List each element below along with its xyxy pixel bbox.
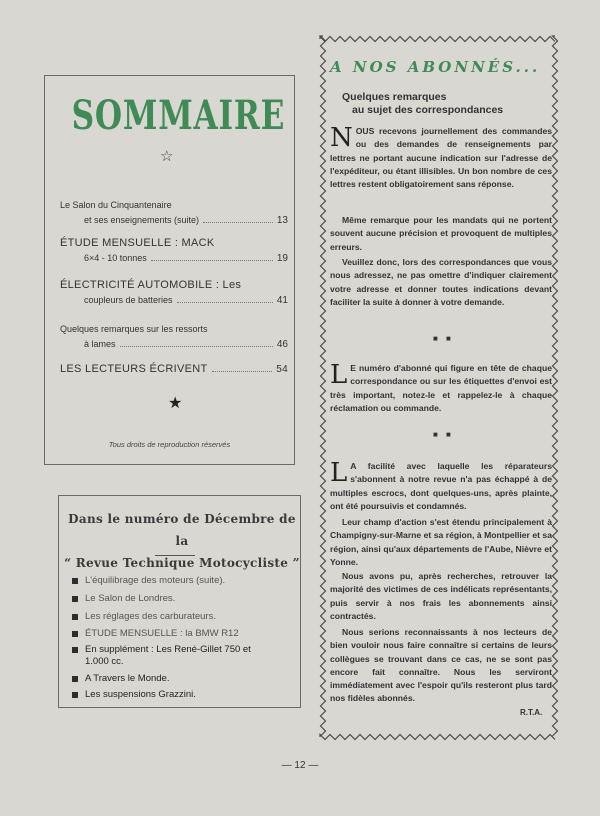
toc-entry: [60, 362, 288, 377]
star-outline-icon: ☆: [160, 148, 174, 165]
paragraph: Même remarque pour les mandats qui ne portent souvent aucune précision et provoquent de multiples erreurs.: [330, 215, 552, 252]
toc-entry-subtitle: à lames: [84, 339, 116, 349]
bullet-square-icon: [72, 692, 78, 698]
section-subtitle: Quelques remarques au sujet des correspondances: [342, 91, 504, 116]
toc-entry-title: LES LECTEURS ÉCRIVENT: [60, 363, 208, 375]
paragraph: NOUS recevons journellement des commandes ou des demandes de renseignements par lettres ne portant aucune indication sur l'adresse de l'expéditeur, ou étant illisibles. Un bon nombre de ces lettres restent obligatoirement sans réponse.: [330, 123, 552, 190]
list-item: L'équilibrage des moteurs (suite).: [72, 575, 294, 587]
bullet-square-icon: [72, 614, 78, 620]
page-number: — 12 —: [281, 760, 319, 771]
paragraph: L A facilité avec laquelle les réparateurs s'abonnent à notre revue n'a pas échappé à de multiples escrocs, dont quelques-uns, après plainte, ont été poursuivis et condamnés.: [330, 458, 552, 511]
toc-page-number: 41: [276, 295, 288, 306]
toc-entry-title: ÉTUDE MENSUELLE : MACK: [60, 237, 215, 249]
bullet-square-icon: [72, 578, 78, 584]
toc-entry: [60, 236, 288, 266]
star-filled-icon: ★: [168, 395, 183, 412]
list-item: ÉTUDE MENSUELLE : la BMW R12: [72, 628, 294, 640]
paragraph: Leur champ d'action s'est étendu principalement à Champigny-sur-Marne et sa région, à Montpellier et sa région, ainsi qu'aux départements de l'Aube, Nièvre et Yonne.: [330, 517, 552, 567]
list-item: Les suspensions Grazzini.: [72, 689, 294, 701]
revue-heading: [64, 508, 300, 574]
toc-entry: [60, 322, 288, 352]
toc-page-number: 54: [276, 364, 288, 375]
list-item: A Travers le Monde.: [72, 673, 294, 685]
toc-entry-title: Le Salon du Cinquantenaire: [60, 200, 172, 210]
toc-entry-title: ÉLECTRICITÉ AUTOMOBILE : Les: [60, 279, 242, 291]
signature: R.T.A.: [520, 708, 543, 717]
list-item: En supplément : Les René-Gillet 750 et 1.000 cc.: [72, 644, 262, 668]
list-item: Le Salon de Londres.: [72, 593, 294, 605]
toc-entry-subtitle: 6×4 - 10 tonnes: [84, 253, 147, 263]
bullet-square-icon: [72, 631, 78, 637]
toc-page-number: 19: [276, 253, 288, 264]
bullet-square-icon: [72, 676, 78, 682]
toc-entry-subtitle: coupleurs de batteries: [84, 295, 173, 305]
paragraph: Nous avons pu, après recherches, retrouver la majorité des victimes de ces indélicats représentants, puis servir à nos frais les abonnements ainsi contractés.: [330, 571, 552, 621]
toc-entry-title: Quelques remarques sur les ressorts: [60, 324, 208, 334]
rights-notice: Tous droits de reproduction réservés: [108, 440, 231, 449]
revue-heading-line1: Dans le numéro de Décembre de la: [68, 512, 296, 548]
toc-page-number: 46: [276, 339, 288, 350]
bullet-square-icon: [72, 647, 78, 653]
list-item: Les réglages des carburateurs.: [72, 611, 294, 623]
paragraph: Veuillez donc, lors des correspondances que vous nous adressez, ne pas omettre d'indiquer clairement votre adresse et donner toutes indications devant faciliter la suite à donner à votre demande.: [330, 257, 552, 307]
sommaire-title: SOMMAIRE: [71, 92, 286, 139]
paragraph: Nous serions reconnaissants à nos lecteurs de bien vouloir nous faire connaître si certains de leurs collègues se trouvant dans ce cas, ne se sont pas encore fait connaître. Nous les serviront immédiatement avec l'espoir qu'ils resteront plus tard nos fidèles abonnés.: [330, 627, 552, 704]
revue-heading-line2: “ Revue Technique Motocycliste ”: [64, 556, 300, 570]
toc-entry: [60, 278, 288, 308]
separator: ■ ■: [433, 334, 454, 343]
toc-entry: [60, 198, 288, 228]
bullet-square-icon: [72, 596, 78, 602]
toc-page-number: 13: [276, 215, 288, 226]
toc-entry-subtitle: et ses enseignements (suite): [84, 215, 200, 225]
section-title: A NOS ABONNÉS...: [330, 58, 541, 76]
paragraph: L E numéro d'abonné qui figure en tête de chaque correspondance ou sur les étiquettes d'envoi est très important, notez-le et rappelez-le à chaque réclamation ou commande.: [330, 360, 552, 413]
separator: ■ ■: [433, 430, 454, 439]
divider: [155, 555, 195, 556]
